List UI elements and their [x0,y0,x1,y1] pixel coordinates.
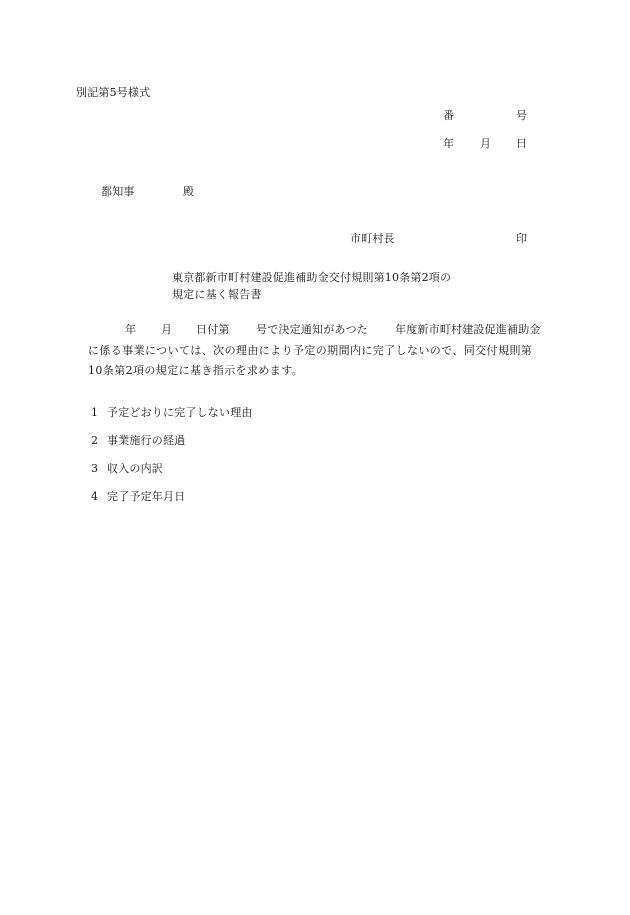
date-day: 日 [516,137,528,150]
date-year: 年 [443,137,455,150]
subject-line-1: 東京都新市町村建設促進補助金交付規則第10条第2項の [172,271,452,284]
seal-mark: 印 [516,232,528,245]
body-fiscal-year: 年度新市町村建設促進補助金 [395,323,541,336]
form-label: 別記第5号様式 [76,86,151,99]
addressee-title: 都知事 [101,185,135,198]
item-number: 2 [91,434,99,447]
body-number-ref: 号で決定通知があつた [256,323,368,336]
item-number: 3 [91,462,99,475]
body-day-ref: 日付第 [196,323,230,336]
body-line-3: 10条第2項の規定に基き指示を求めます。 [88,364,304,377]
item-text: 収入の内訳 [107,462,163,475]
item-text: 事業施行の経過 [107,434,186,447]
number-label: 番 [443,109,455,122]
item-number: 4 [91,490,99,503]
body-line-2: に係る事業については、次の理由により予定の期間内に完了しないので、同交付規則第 [88,344,533,357]
item-number: 1 [91,406,99,419]
subject-line-2: 規定に基く報告書 [172,288,262,301]
item-text: 完了予定年月日 [107,490,186,503]
number-suffix: 号 [516,109,528,122]
sender-title: 市町村長 [350,232,395,245]
date-month: 月 [480,137,492,150]
addressee-honorific: 殿 [183,185,195,198]
body-month: 月 [161,323,173,336]
item-text: 予定どおりに完了しない理由 [107,406,253,419]
body-year: 年 [125,323,137,336]
